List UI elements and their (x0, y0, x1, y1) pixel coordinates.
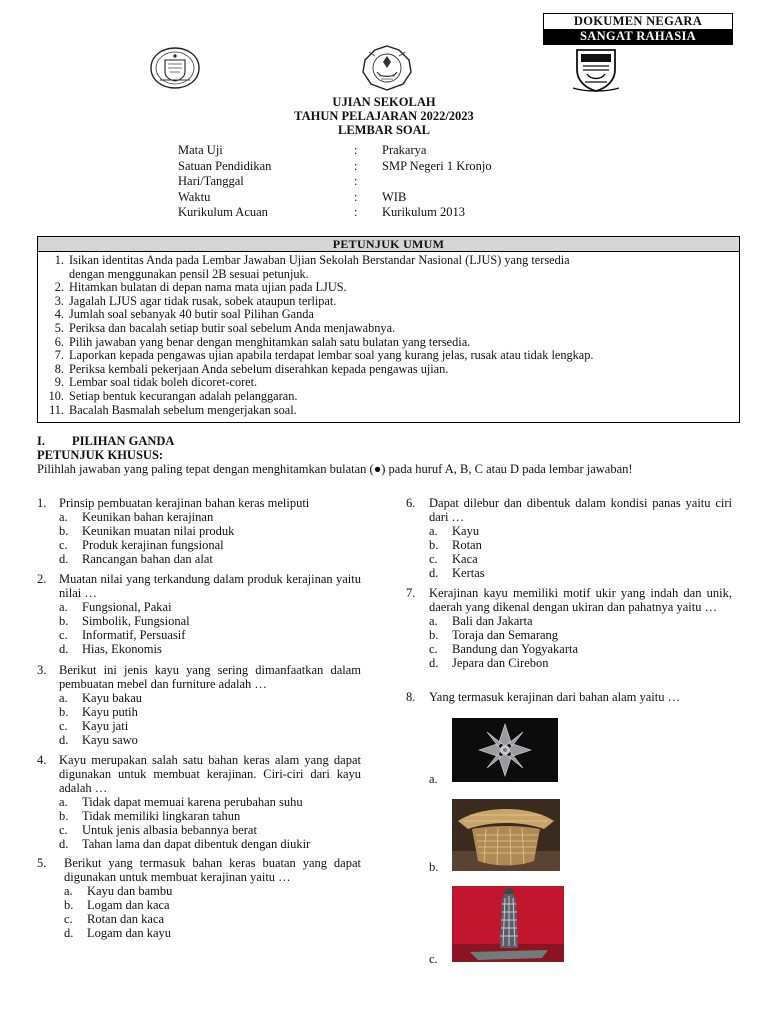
option-text: Logam dan kaca (87, 898, 170, 912)
option-letter: a. (64, 884, 73, 898)
question-number: 7. (406, 586, 416, 600)
list-item (38, 376, 739, 390)
item-text: Hitamkan bulatan di depan nama mata ujian pada LJUS. (69, 280, 347, 295)
question-text: Yang termasuk kerajinan dari bahan alam yaitu … (429, 690, 681, 704)
option-letter: b. (59, 524, 69, 538)
option-text: Toraja dan Semarang (452, 628, 559, 642)
question-text: Kayu merupakan salah satu bahan keras alam yang dapat digunakan untuk membuat kerajinan. Ciri-ciri dari kayu adalah … (59, 753, 361, 795)
option-letter: b. (59, 614, 69, 628)
question-text: Berikut yang termasuk bahan keras buatan yang dapat digunakan untuk membuat kerajinan yaitu … (64, 856, 361, 884)
question-3 (37, 663, 361, 747)
item-number: 5. (54, 320, 64, 335)
item-text: Jumlah soal sebanyak 40 butir soal Pilihan Ganda (69, 307, 314, 322)
option-text: Tidak dapat memuai karena perubahan suhu (82, 795, 303, 809)
identity-key: Hari/Tanggal (178, 174, 244, 188)
regency-emblem-icon (571, 44, 621, 94)
option-text: Kayu putih (82, 705, 138, 719)
option-text: Keunikan muatan nilai produk (82, 524, 235, 538)
item-text: Pilih jawaban yang benar dengan menghitamkan salah satu bulatan yang tersedia. (69, 334, 471, 349)
identity-value: SMP Negeri 1 Kronjo (382, 158, 492, 173)
question-4 (37, 753, 361, 851)
identity-colon: : (354, 189, 358, 204)
option-text: Bali dan Jakarta (452, 614, 533, 628)
question-text: Berikut ini jenis kayu yang sering dimanfaatkan dalam pembuatan mebel dan furniture adalah … (59, 663, 361, 691)
list-item (38, 308, 739, 322)
exam-title-line-1: UJIAN SEKOLAH (332, 95, 436, 109)
option-letter: d. (59, 552, 69, 566)
item-number: 10. (48, 388, 64, 403)
option-letter: b. (429, 628, 439, 642)
item-text: Bacalah Basmalah sebelum mengerjakan soal. (69, 402, 297, 417)
option-text: Bandung dan Yogyakarta (452, 642, 579, 656)
item-text: Setiap bentuk kecurangan adalah pelanggaran. (69, 388, 298, 403)
item-number: 7. (54, 348, 64, 363)
question-number: 6. (406, 496, 416, 510)
option-text: Kayu jati (82, 719, 129, 733)
question-text: Prinsip pembuatan kerajinan bahan keras meliputi (59, 496, 310, 510)
identity-value: WIB (382, 189, 407, 204)
option-text: Tidak memiliki lingkaran tahun (82, 809, 241, 823)
option-text: Jepara dan Cirebon (452, 656, 549, 670)
identity-key: Mata Uji (178, 143, 223, 157)
list-item (38, 268, 739, 282)
tut-wuri-handayani-emblem-icon (359, 44, 415, 92)
picture-option-c-label: c. (429, 952, 438, 966)
question-7 (406, 586, 732, 670)
item-number: 6. (54, 334, 64, 349)
option-text: Kayu bakau (82, 691, 143, 705)
general-instructions-heading: PETUNJUK UMUM (38, 237, 739, 252)
question-number: 4. (37, 753, 47, 767)
option-text: Rotan (452, 538, 482, 552)
item-number: 4. (54, 307, 64, 322)
option-text: Keunikan bahan kerajinan (82, 510, 214, 524)
option-letter: a. (59, 691, 68, 705)
option-text: Kayu dan bambu (87, 884, 173, 898)
option-letter: c. (59, 823, 68, 837)
list-item (38, 363, 739, 377)
picture-option-a-label: a. (429, 772, 438, 786)
item-number: 11. (49, 402, 64, 417)
question-6 (406, 496, 732, 580)
list-item (38, 295, 739, 309)
question-number: 1. (37, 496, 47, 510)
identity-colon: : (354, 158, 358, 173)
item-number: 9. (54, 375, 64, 390)
item-number: 1. (54, 253, 64, 267)
option-letter: b. (59, 809, 69, 823)
identity-colon: : (354, 205, 358, 219)
option-text: Hias, Ekonomis (82, 642, 162, 656)
identity-row (178, 143, 492, 159)
rattan-basket-craft-image (452, 799, 560, 871)
identity-key: Waktu (178, 189, 211, 204)
identity-row (178, 205, 492, 221)
option-letter: a. (59, 510, 68, 524)
list-item (38, 404, 739, 418)
miniature-tower-craft-image (452, 886, 564, 962)
option-letter: b. (59, 705, 69, 719)
province-emblem-icon (148, 46, 202, 90)
special-instructions-text: Pilihlah jawaban yang paling tepat dengan menghitamkan bulatan (●) pada huruf A, B, C atau D pada lembar jawaban! (37, 462, 633, 476)
option-letter: c. (64, 912, 73, 926)
option-letter: d. (59, 837, 69, 851)
option-text: Rotan dan kaca (87, 912, 165, 926)
list-item (38, 254, 739, 268)
item-text: Jagalah LJUS agar tidak rusak, sobek ataupun terlipat. (69, 293, 337, 308)
option-letter: c. (59, 628, 68, 642)
filigree-star-craft-image (452, 718, 558, 782)
option-letter: d. (429, 656, 439, 670)
picture-option-b-label: b. (429, 860, 439, 874)
doc-class-line2: SANGAT RAHASIA (544, 29, 732, 44)
question-number: 2. (37, 572, 47, 586)
option-letter: d. (59, 733, 69, 747)
item-text: Isikan identitas Anda pada Lembar Jawaban Ujian Sekolah Berstandar Nasional (LJUS) yang tersedia (69, 253, 570, 267)
option-text: Kayu sawo (82, 733, 138, 747)
exam-title-line-3: LEMBAR SOAL (337, 123, 431, 137)
option-letter: c. (429, 552, 438, 566)
list-item (38, 336, 739, 350)
option-letter: a. (429, 524, 438, 538)
list-item (38, 281, 739, 295)
option-letter: c. (429, 642, 438, 656)
option-letter: a. (429, 614, 438, 628)
question-number: 5. (37, 856, 47, 870)
option-letter: a. (59, 795, 68, 809)
option-letter: c. (59, 538, 68, 552)
general-instructions-box (37, 236, 740, 423)
question-number: 8. (406, 690, 416, 704)
item-text: Lembar soal tidak boleh dicoret-coret. (69, 375, 258, 390)
list-item (38, 349, 739, 363)
question-text: Dapat dilebur dan dibentuk dalam kondisi panas yaitu ciri dari … (429, 496, 732, 524)
option-text: Kertas (452, 566, 485, 580)
option-text: Logam dan kayu (87, 926, 172, 940)
document-classification-box (543, 13, 733, 45)
identity-colon: : (354, 143, 358, 157)
item-text: Laporkan kepada pengawas ujian apabila terdapat lembar soal yang kurang jelas, rusak atau tidak lengkap. (69, 348, 594, 363)
question-8 (406, 690, 732, 704)
option-text: Produk kerajinan fungsional (82, 538, 224, 552)
identity-row (178, 190, 492, 206)
option-text: Fungsional, Pakai (82, 600, 172, 614)
doc-class-line1: DOKUMEN NEGARA (573, 14, 703, 28)
identity-key: Satuan Pendidikan (178, 158, 272, 173)
exam-title-line-2: TAHUN PELAJARAN 2022/2023 (294, 109, 474, 123)
option-text: Untuk jenis albasia bebannya berat (82, 823, 257, 837)
identity-value: Kurikulum 2013 (382, 205, 465, 219)
option-text: Kayu (452, 524, 480, 538)
option-text: Tahan lama dan dapat dibentuk dengan diukir (82, 837, 311, 851)
question-text: Muatan nilai yang terkandung dalam produk kerajinan yaitu nilai … (59, 572, 361, 600)
question-1 (37, 496, 361, 566)
option-letter: c. (59, 719, 68, 733)
identity-table (178, 143, 492, 221)
question-5 (37, 856, 361, 940)
question-number: 3. (37, 663, 47, 677)
option-text: Simbolik, Fungsional (82, 614, 190, 628)
item-number: 8. (54, 361, 64, 376)
identity-colon: : (354, 174, 358, 188)
section-title: PILIHAN GANDA (72, 434, 175, 448)
identity-row (178, 159, 492, 175)
item-number: 3. (54, 293, 64, 308)
option-letter: d. (59, 642, 69, 656)
option-text: Rancangan bahan dan alat (82, 552, 213, 566)
question-text: Kerajinan kayu memiliki motif ukir yang indah dan unik, daerah yang dikenal dengan ukiran dan pahatnya yaitu … (429, 586, 732, 614)
option-text: Informatif, Persuasif (82, 628, 186, 642)
item-number: 2. (54, 280, 64, 295)
question-2 (37, 572, 361, 656)
general-instructions-list (38, 254, 739, 417)
item-text: Periksa dan bacalah setiap butir soal sebelum Anda menjawabnya. (69, 320, 396, 335)
option-text: Kaca (452, 552, 478, 566)
identity-row (178, 174, 492, 190)
list-item (38, 390, 739, 404)
identity-key: Kurikulum Acuan (178, 205, 268, 219)
section-number: I. (37, 434, 45, 448)
option-letter: b. (429, 538, 439, 552)
list-item (38, 322, 739, 336)
special-instructions-heading: PETUNJUK KHUSUS: (37, 448, 164, 462)
option-letter: b. (64, 898, 74, 912)
identity-value: Prakarya (382, 143, 427, 157)
item-text-continued: dengan menggunakan pensil 2B sesuai petunjuk. (69, 266, 309, 281)
option-letter: d. (429, 566, 439, 580)
option-letter: d. (64, 926, 74, 940)
item-text: Periksa kembali pekerjaan Anda sebelum diserahkan kepada pengawas ujian. (69, 361, 449, 376)
option-letter: a. (59, 600, 68, 614)
